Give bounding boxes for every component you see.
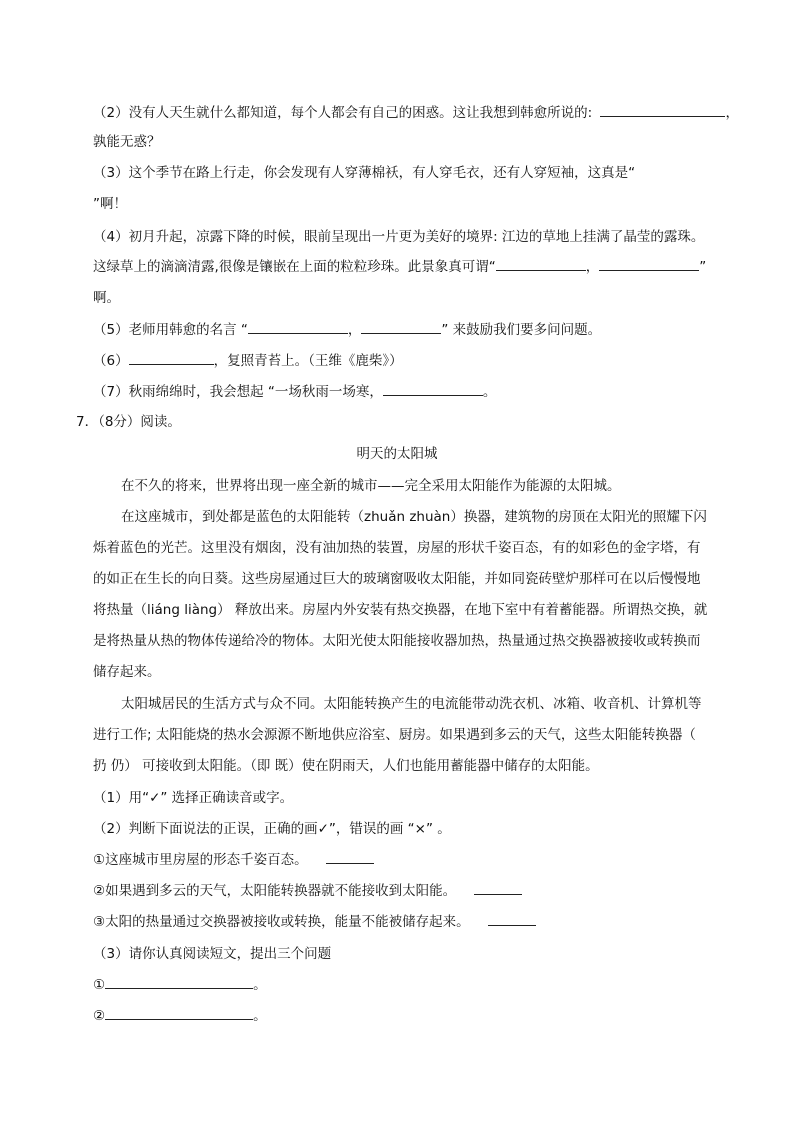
passage-p3-line: 进行工作; 太阳能烧的热水会源源不断地供应浴室、厨房。如果遇到多云的天气，这些太阳能转换器（ (93, 727, 696, 743)
answer-blank[interactable] (248, 321, 348, 334)
q6-item-6-pre: （6） (93, 353, 129, 369)
q7-sub2: （2）判断下面说法的正误，正确的画✓”，错误的画 “×” 。 (93, 821, 451, 837)
question-number: ① (93, 977, 106, 993)
q6-item-6 (93, 352, 403, 370)
answer-blank[interactable] (383, 383, 483, 396)
passage-p2-line: 的如正在生长的向日葵。这些房屋通过巨大的玻璃窗吸收太阳能，并如同瓷砖壁炉那样可在以后慢慢地 (93, 571, 701, 587)
q6-item-4: （4）初月升起，凉露下降的时候，眼前呈现出一片更为美好的境界: 江边的草地上挂满了晶莹的露珠。 (93, 229, 705, 245)
judge-item-text: ①这座城市里房屋的形态千姿百态。 (93, 852, 308, 868)
q6-item-5 (93, 321, 601, 339)
q7-header: 7．（8分）阅读。 (76, 414, 181, 430)
judge-answer-blank[interactable] (488, 913, 536, 926)
q6-item-7 (93, 383, 496, 401)
answer-blank[interactable] (599, 258, 699, 271)
q6-item-7-pre: （7）秋雨绵绵时，我会想起 “一场秋雨一场寒， (93, 384, 383, 400)
passage-p3-line: 太阳城居民的生活方式与众不同。太阳能转换产生的电流能带动洗衣机、冰箱、收音机、计算机等 (121, 696, 702, 712)
judge-item-text: ③太阳的热量通过交换器被接收或转换，能量不能被储存起来。 (93, 914, 470, 930)
passage-p2-line: 在这座城市，到处都是蓝色的太阳能转（zhuǎn zhuàn）换器，建筑物的房顶在太阳光的照耀下闪 (121, 509, 707, 525)
question-line-2 (93, 1007, 267, 1025)
punct: ， (347, 322, 362, 338)
punct: ” (699, 259, 707, 275)
punct: 。 (253, 977, 267, 993)
punct: ， (585, 259, 600, 275)
passage-p2-line: 将热量（liáng liàng） 释放出来。房屋内外安装有热交换器，在地下室中有着蓄能器。所谓热交换，就 (93, 602, 708, 618)
judge-item-3 (93, 913, 536, 931)
passage-p2-line: 储存起来。 (93, 664, 161, 680)
passage-p3-line: 扔 仍） 可接收到太阳能。（即 既）使在阴雨天，人们也能用蓄能器中储存的太阳能。 (93, 758, 599, 774)
q6-item-4-cont-text: 这绿草上的滴滴清露,很像是镶嵌在上面的粒粒珍珠。此景象真可谓“ (93, 259, 496, 275)
judge-item-2 (93, 882, 522, 900)
answer-blank[interactable] (496, 258, 586, 271)
q6-item-5-pre: （5）老师用韩愈的名言 “ (93, 322, 248, 338)
q6-item-2-text: （2）没有人天生就什么都知道，每个人都会有自己的困惑。这让我想到韩愈所说的: (93, 105, 593, 121)
punct: ， (725, 105, 739, 121)
q7-sub1: （1）用“✓” 选择正确读音或字。 (93, 790, 294, 806)
q6-item-4-cont (93, 258, 706, 276)
punct: 。 (482, 384, 497, 400)
question-number: ② (93, 1008, 106, 1024)
question-line-1 (93, 976, 267, 994)
q6-item-5-post: ” 来鼓励我们要多问问题。 (441, 322, 602, 338)
q6-item-6-post: ，复照青苔上。（王维《鹿柴》） (213, 353, 403, 369)
passage-title: 明天的太阳城 (356, 446, 438, 462)
answer-blank[interactable] (129, 352, 214, 365)
answer-blank[interactable] (600, 104, 725, 117)
judge-item-1 (93, 851, 374, 869)
q7-sub3: （3）请你认真阅读短文，提出三个问题 (93, 946, 332, 962)
passage-p1: 在不久的将来，世界将出现一座全新的城市——完全采用太阳能作为能源的太阳城。 (121, 478, 621, 494)
judge-item-text: ②如果遇到多云的天气，太阳能转换器就不能接收到太阳能。 (93, 883, 457, 899)
q6-item-4-end: 啊。 (93, 290, 120, 306)
q6-item-3: （3）这个季节在路上行走，你会发现有人穿薄棉袄，有人穿毛衣，还有人穿短袖，这真是“ (93, 165, 636, 181)
question-answer-blank[interactable] (105, 976, 253, 989)
q6-item-2 (93, 104, 739, 122)
answer-blank[interactable] (361, 321, 441, 334)
passage-p2-line: 烁着蓝色的光芒。这里没有烟囱，没有油加热的装置，房屋的形状千姿百态，有的如彩色的金字塔，有 (93, 540, 701, 556)
judge-answer-blank[interactable] (326, 851, 374, 864)
q6-item-3-cont: ”啊！ (93, 196, 127, 212)
passage-p2-line: 是将热量从热的物体传递给冷的物体。太阳光使太阳能接收器加热，热量通过热交换器被接收或转换而 (93, 633, 701, 649)
punct: 。 (253, 1008, 267, 1024)
judge-answer-blank[interactable] (474, 882, 522, 895)
q6-item-2-cont: 孰能无惑？ (93, 134, 161, 150)
question-answer-blank[interactable] (105, 1007, 253, 1020)
